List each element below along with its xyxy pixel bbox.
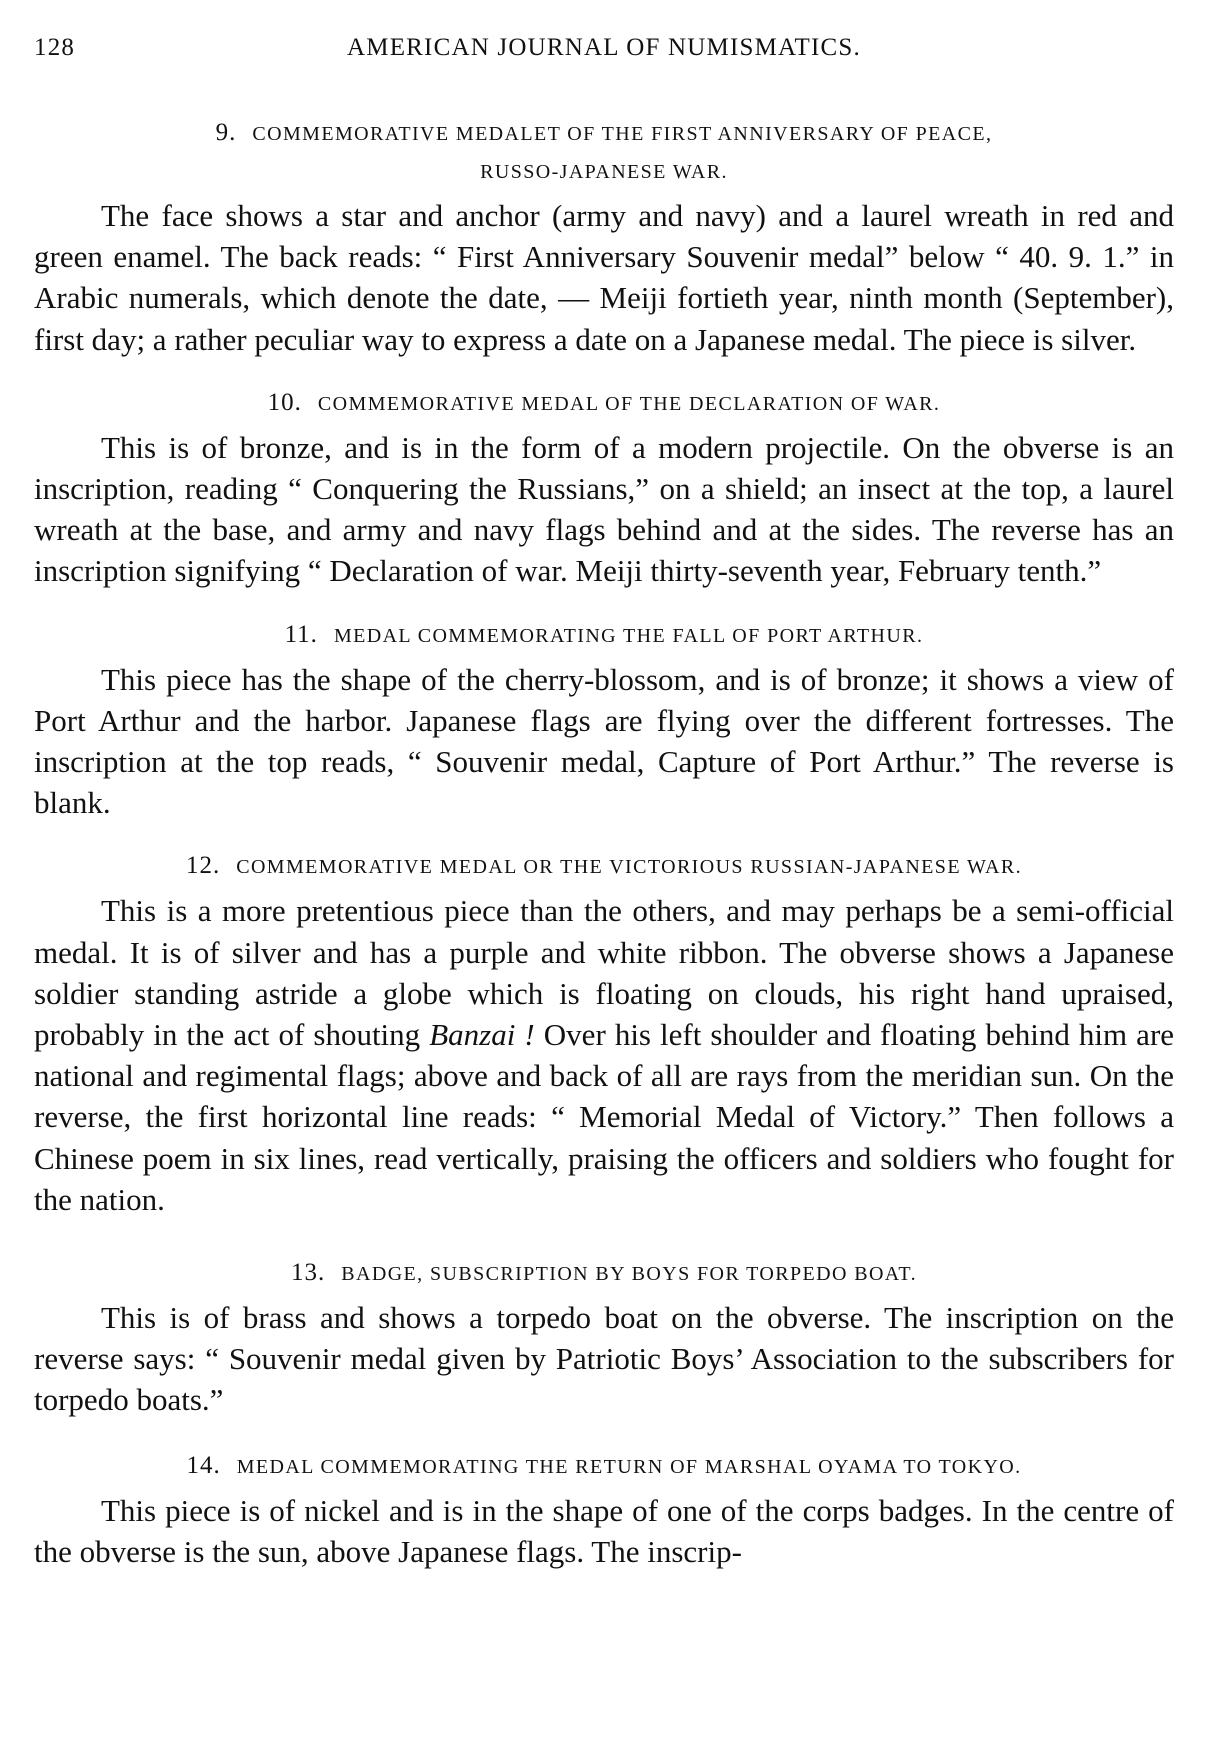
section-number: 10.	[267, 388, 302, 416]
section-number: 11.	[284, 620, 318, 648]
section-10	[34, 384, 1174, 592]
section-body	[34, 890, 1174, 1220]
section-body-italic: Banzai !	[429, 1017, 535, 1053]
section-body-part-2: Over his left shoulder and floating behind him are national and regimental flags; above and back of all are rays from the meridian sun. On the reverse, the first horizontal line reads: “ Memorial Medal of Victory.” Then follows a Chinese poem in six lines, read vertically, praising the officers and soldiers who fought for the nation.	[34, 1017, 1175, 1217]
section-number: 9.	[215, 119, 237, 146]
section-heading	[34, 1447, 1174, 1486]
section-body: This piece has the shape of the cherry-blossom, and is of bronze; it shows a view of Port Arthur and the harbor. Japanese flags are flying over the different fortresses. The inscription at the top reads, “ Souvenir medal, Capture of Port Arthur.” The reverse is blank.	[34, 661, 1174, 821]
section-12	[34, 847, 1174, 1220]
section-body-part-1: This is a more pretentious piece than the others, and may perhaps be a semi-official medal. It is of silver and has a purple and white ribbon. The obverse shows a Japanese soldier standing astride a globe which is floating on clouds, his right hand upraised, probably in the act of shouting	[34, 893, 1174, 1053]
section-body: This is of brass and shows a torpedo boat on the obverse. The inscription on the reverse says: “ Souvenir medal given by Patriotic Boys’ Association to the subscribers for torpedo boats.”	[34, 1300, 1174, 1418]
section-title-line-2: RUSSO-JAPANESE WAR.	[480, 161, 728, 183]
section-heading	[34, 114, 1174, 191]
section-title-line-1: COMMEMORATIVE MEDALET OF THE FIRST ANNIVERSARY OF PEACE,	[252, 123, 993, 145]
section-number: 13.	[291, 1259, 326, 1287]
section-11	[34, 616, 1174, 824]
page-number: 128	[34, 34, 76, 61]
section-title: COMMEMORATIVE MEDAL OF THE DECLARATION OF WAR.	[317, 392, 941, 415]
section-14	[34, 1447, 1174, 1572]
section-title: BADGE, SUBSCRIPTION BY BOYS FOR TORPEDO BOAT.	[341, 1263, 917, 1286]
section-9	[34, 114, 1174, 360]
section-13	[34, 1254, 1174, 1421]
section-title: COMMEMORATIVE MEDAL OR THE VICTORIOUS RUSSIAN-JAPANESE WAR.	[236, 856, 1023, 879]
running-head	[34, 30, 1174, 72]
section-heading	[34, 384, 1174, 423]
section-number: 14.	[186, 1451, 221, 1479]
section-heading	[34, 616, 1174, 655]
section-body: The face shows a star and anchor (army and navy) and a laurel wreath in red and green enamel. The back reads: “ First Anniversary Souvenir medal” below “ 40. 9. 1.” in Arabic numerals, which denote the date, — Meiji fortieth year, ninth month (September), first day; a rather peculiar way to express a date on a Japanese medal. The piece is silver.	[34, 198, 1174, 357]
section-title: MEDAL COMMEMORATING THE FALL OF PORT ARTHUR.	[333, 624, 924, 647]
section-heading	[34, 1254, 1174, 1293]
journal-title: AMERICAN JOURNAL OF NUMISMATICS.	[347, 34, 861, 61]
section-number: 12.	[185, 852, 221, 880]
section-body: This piece is of nickel and is in the shape of one of the corps badges. In the centre of the obverse is the sun, above Japanese flags. The inscrip-	[34, 1492, 1174, 1569]
section-heading	[34, 847, 1174, 886]
section-body: This is of bronze, and is in the form of a modern projectile. On the obverse is an inscription, reading “ Conquering the Russians,” on a shield; an insect at the top, a laurel wreath at the base, and army and navy flags behind and at the sides. The reverse has an inscription signifying “ Declaration of war. Meiji thirty-seventh year, February tenth.”	[34, 429, 1174, 589]
document-page	[34, 30, 1174, 1572]
section-title: MEDAL COMMEMORATING THE RETURN OF MARSHAL OYAMA TO TOKYO.	[236, 1455, 1022, 1478]
